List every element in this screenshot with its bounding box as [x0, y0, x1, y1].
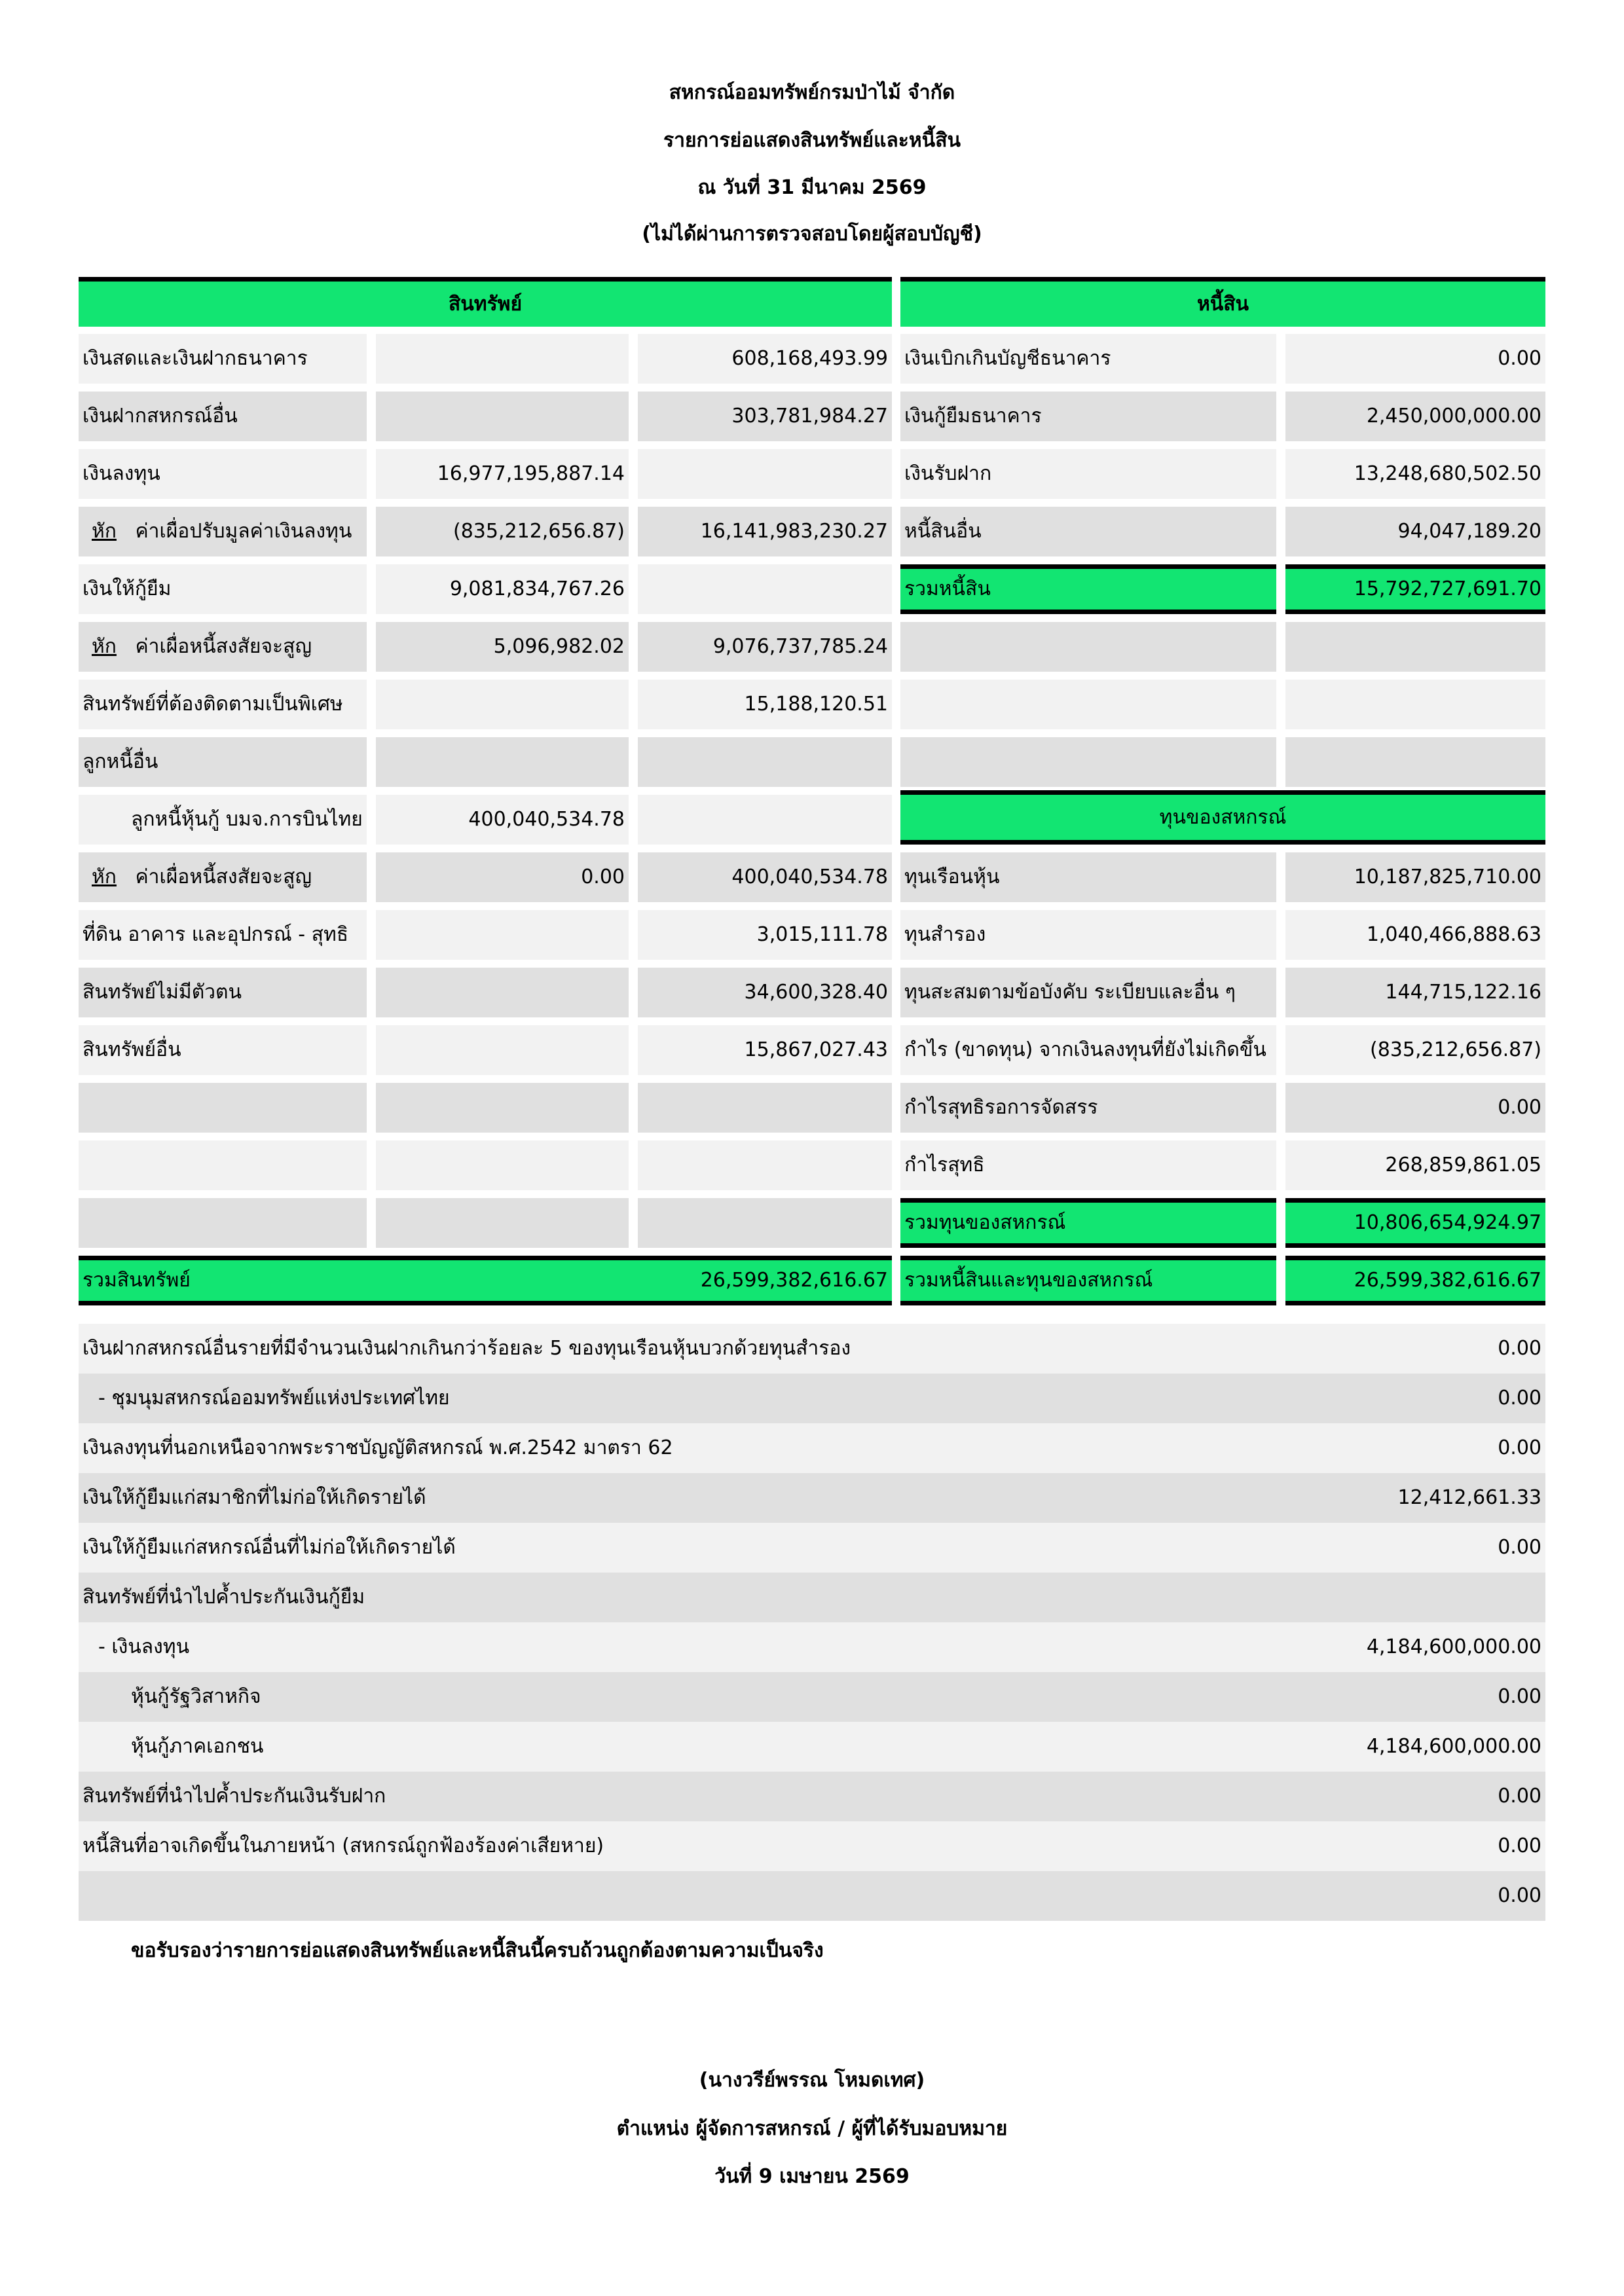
empty-cell: [376, 1198, 629, 1248]
note-label: หุ้นกู้รัฐวิสาหกิจ: [131, 1685, 261, 1708]
empty-cell: [1285, 680, 1545, 729]
asset-amount: 3,015,111.78: [638, 910, 892, 960]
total-liab-equity-label: รวมหนี้สินและทุนของสหกรณ์: [900, 1256, 1276, 1305]
empty-cell: [79, 1198, 367, 1248]
asset-label: สินทรัพย์ไม่มีตัวตน: [79, 968, 367, 1017]
asset-amount: 400,040,534.78: [638, 852, 892, 902]
asset-amount: 15,188,120.51: [638, 680, 892, 729]
liability-label: เงินเบิกเกินบัญชีธนาคาร: [900, 334, 1276, 384]
empty-cell: [79, 1083, 367, 1133]
note-amount: 0.00: [1498, 1536, 1541, 1559]
empty-cell: [638, 1140, 892, 1190]
note-amount: 12,412,661.33: [1397, 1486, 1541, 1509]
note-row: [79, 1324, 1545, 1374]
empty-cell: [376, 1083, 629, 1133]
liability-label: เงินกู้ยืมธนาคาร: [900, 392, 1276, 441]
empty-cell: [1285, 622, 1545, 672]
equity-heading: ทุนของสหกรณ์: [900, 790, 1545, 845]
total-liab-equity-amount: 26,599,382,616.67: [1285, 1256, 1545, 1305]
report-title: รายการย่อแสดงสินทรัพย์และหนี้สิน: [663, 129, 961, 152]
note-row: [79, 1871, 1545, 1921]
liability-label: เงินรับฝาก: [900, 449, 1276, 499]
asset-sub: [376, 968, 629, 1017]
sign-date: วันที่ 9 เมษายน 2569: [714, 2165, 910, 2188]
asset-sub: [376, 334, 629, 384]
note-amount: 0.00: [1498, 1337, 1541, 1360]
asset-sub: [376, 392, 629, 441]
total-liabilities-amount: 15,792,727,691.70: [1285, 564, 1545, 614]
asset-amount: 303,781,984.27: [638, 392, 892, 441]
equity-label: กำไรสุทธิรอการจัดสรร: [900, 1083, 1276, 1133]
empty-cell: [376, 1140, 629, 1190]
equity-label: ทุนเรือนหุ้น: [900, 852, 1276, 902]
note-label: - เงินลงทุน: [98, 1635, 190, 1658]
note-amount: 0.00: [1498, 1884, 1541, 1907]
note-label: หนี้สินที่อาจเกิดขึ้นในภายหน้า (สหกรณ์ถูกฟ้องร้องค่าเสียหาย): [83, 1834, 604, 1857]
total-assets-amount: 26,599,382,616.67: [700, 1269, 888, 1292]
note-row: [79, 1374, 1545, 1423]
asset-sub: [376, 1025, 629, 1075]
note-label: เงินลงทุนที่นอกเหนือจากพระราชบัญญัติสหกรณ์ พ.ศ.2542 มาตรา 62: [83, 1436, 673, 1459]
asset-sub: 9,081,834,767.26: [376, 564, 629, 614]
audit-note: (ไม่ได้ผ่านการตรวจสอบโดยผู้สอบบัญชี): [642, 223, 982, 246]
note-amount: 4,184,600,000.00: [1366, 1635, 1541, 1658]
total-assets-row: [79, 1256, 892, 1305]
asset-label: ที่ดิน อาคาร และอุปกรณ์ - สุทธิ: [79, 910, 367, 960]
deduct-prefix: หัก: [92, 520, 117, 543]
empty-cell: [900, 622, 1276, 672]
note-row: [79, 1722, 1545, 1772]
empty-cell: [1285, 737, 1545, 787]
empty-cell: [900, 680, 1276, 729]
equity-amount: 10,187,825,710.00: [1285, 852, 1545, 902]
note-row: [79, 1821, 1545, 1871]
equity-amount: 144,715,122.16: [1285, 968, 1545, 1017]
deduct-prefix: หัก: [92, 635, 117, 658]
total-assets-label: รวมสินทรัพย์: [83, 1269, 191, 1292]
liability-amount: 94,047,189.20: [1285, 507, 1545, 556]
certification-text: ขอรับรองว่ารายการย่อแสดงสินทรัพย์และหนี้สินนี้ครบถ้วนถูกต้องตามความเป็นจริง: [131, 1939, 824, 1962]
asset-amount: [638, 564, 892, 614]
asset-label: สินทรัพย์อื่น: [79, 1025, 367, 1075]
total-equity-label: รวมทุนของสหกรณ์: [900, 1198, 1276, 1248]
asset-amount: [638, 737, 892, 787]
equity-amount: 0.00: [1285, 1083, 1545, 1133]
asset-amount: 15,867,027.43: [638, 1025, 892, 1075]
note-amount: 0.00: [1498, 1387, 1541, 1410]
asset-amount: 34,600,328.40: [638, 968, 892, 1017]
org-name: สหกรณ์ออมทรัพย์กรมป่าไม้ จำกัด: [669, 81, 955, 104]
asset-label-text: ค่าเผื่อหนี้สงสัยจะสูญ: [135, 866, 312, 888]
report-date: ณ วันที่ 31 มีนาคม 2569: [697, 176, 927, 199]
note-row: [79, 1573, 1545, 1622]
note-label: สินทรัพย์ที่นำไปค้ำประกันเงินกู้ยืม: [83, 1586, 365, 1609]
equity-label: กำไรสุทธิ: [900, 1140, 1276, 1190]
note-label: เงินให้กู้ยืมแก่สมาชิกที่ไม่ก่อให้เกิดรายได้: [83, 1486, 426, 1509]
note-amount: 0.00: [1498, 1785, 1541, 1808]
note-row: [79, 1772, 1545, 1821]
note-label: สินทรัพย์ที่นำไปค้ำประกันเงินรับฝาก: [83, 1785, 386, 1808]
equity-amount: (835,212,656.87): [1285, 1025, 1545, 1075]
asset-sub: [376, 910, 629, 960]
note-amount: 0.00: [1498, 1834, 1541, 1857]
asset-label-text: ค่าเผื่อหนี้สงสัยจะสูญ: [135, 635, 312, 658]
asset-amount: 16,141,983,230.27: [638, 507, 892, 556]
total-liabilities-label: รวมหนี้สิน: [900, 564, 1276, 614]
asset-label: เงินฝากสหกรณ์อื่น: [79, 392, 367, 441]
note-label: หุ้นกู้ภาคเอกชน: [131, 1735, 264, 1758]
asset-label: เงินลงทุน: [79, 449, 367, 499]
asset-label: ลูกหนี้อื่น: [79, 737, 367, 787]
liability-amount: 13,248,680,502.50: [1285, 449, 1545, 499]
liabilities-heading: หนี้สิน: [900, 277, 1545, 327]
asset-sub: 5,096,982.02: [376, 622, 629, 672]
note-row: [79, 1672, 1545, 1722]
asset-amount: [638, 795, 892, 845]
asset-amount: 608,168,493.99: [638, 334, 892, 384]
asset-sub: (835,212,656.87): [376, 507, 629, 556]
signer-position: ตำแหน่ง ผู้จัดการสหกรณ์ / ผู้ที่ได้รับมอบหมาย: [616, 2117, 1008, 2140]
deduct-prefix: หัก: [92, 866, 117, 888]
note-row: [79, 1622, 1545, 1672]
asset-sub: 0.00: [376, 852, 629, 902]
asset-label: สินทรัพย์ที่ต้องติดตามเป็นพิเศษ: [79, 680, 367, 729]
liability-label: หนี้สินอื่น: [900, 507, 1276, 556]
total-equity-amount: 10,806,654,924.97: [1285, 1198, 1545, 1248]
note-row: [79, 1423, 1545, 1473]
equity-amount: 1,040,466,888.63: [1285, 910, 1545, 960]
note-label: - ชุมนุมสหกรณ์ออมทรัพย์แห่งประเทศไทย: [98, 1387, 450, 1410]
asset-amount: 9,076,737,785.24: [638, 622, 892, 672]
asset-sub: [376, 737, 629, 787]
asset-label: เงินสดและเงินฝากธนาคาร: [79, 334, 367, 384]
equity-label: ทุนสำรอง: [900, 910, 1276, 960]
asset-label: [79, 852, 367, 902]
signer-name: (นางวรีย์พรรณ โหมดเทศ): [699, 2069, 925, 2092]
asset-amount: [638, 449, 892, 499]
empty-cell: [79, 1140, 367, 1190]
liability-amount: 2,450,000,000.00: [1285, 392, 1545, 441]
liability-amount: 0.00: [1285, 334, 1545, 384]
asset-label: เงินให้กู้ยืม: [79, 564, 367, 614]
asset-sub: 400,040,534.78: [376, 795, 629, 845]
equity-label: กำไร (ขาดทุน) จากเงินลงทุนที่ยังไม่เกิดขึ้น: [900, 1025, 1276, 1075]
equity-label: ทุนสะสมตามข้อบังคับ ระเบียบและอื่น ๆ: [900, 968, 1276, 1017]
assets-heading: สินทรัพย์: [79, 277, 892, 327]
empty-cell: [638, 1083, 892, 1133]
note-row: [79, 1473, 1545, 1523]
empty-cell: [900, 737, 1276, 787]
empty-cell: [638, 1198, 892, 1248]
asset-label: [79, 507, 367, 556]
asset-label-text: ค่าเผื่อปรับมูลค่าเงินลงทุน: [135, 520, 352, 543]
asset-label: [79, 622, 367, 672]
asset-sub: [376, 680, 629, 729]
note-label: เงินให้กู้ยืมแก่สหกรณ์อื่นที่ไม่ก่อให้เกิดรายได้: [83, 1536, 456, 1559]
asset-label: ลูกหนี้หุ้นกู้ บมจ.การบินไทย: [79, 795, 367, 845]
equity-amount: 268,859,861.05: [1285, 1140, 1545, 1190]
note-row: [79, 1523, 1545, 1573]
note-amount: 4,184,600,000.00: [1366, 1735, 1541, 1758]
note-label: เงินฝากสหกรณ์อื่นรายที่มีจำนวนเงินฝากเกินกว่าร้อยละ 5 ของทุนเรือนหุ้นบวกด้วยทุนสำรอง: [83, 1337, 851, 1360]
asset-sub: 16,977,195,887.14: [376, 449, 629, 499]
note-amount: 0.00: [1498, 1436, 1541, 1459]
note-amount: 0.00: [1498, 1685, 1541, 1708]
